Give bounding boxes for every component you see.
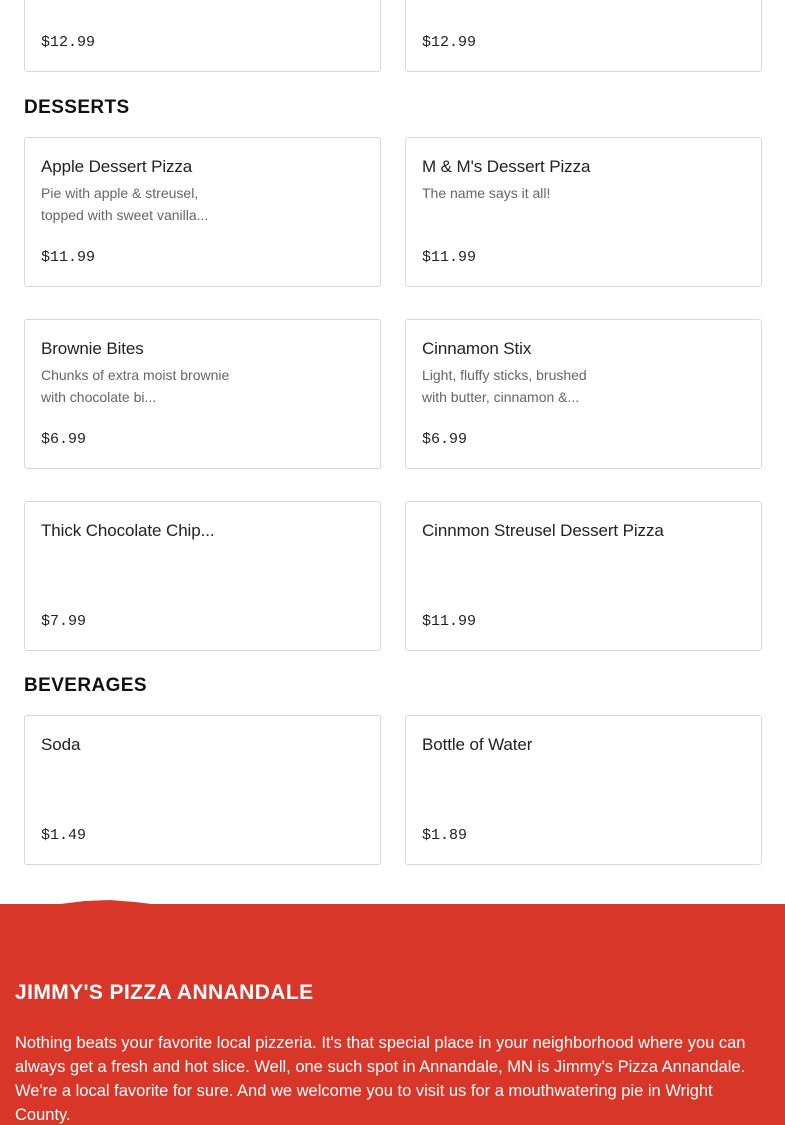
menu-item-name: Brownie Bites [41, 339, 144, 358]
menu-item-name: Apple Dessert Pizza [41, 157, 193, 176]
menu-item-card[interactable] [24, 715, 381, 865]
menu-item-price: $1.49 [41, 827, 87, 844]
menu-item-card[interactable] [405, 715, 762, 865]
menu-item-card[interactable] [24, 501, 381, 651]
menu-item-price: $12.99 [41, 34, 96, 51]
menu-item-price: $7.99 [41, 613, 87, 630]
menu-item-card[interactable] [405, 137, 762, 287]
menu-item-description: Chunks of extra moist brownie with chocolate bi... [41, 367, 230, 405]
menu-item-name: Bottle of Water [422, 735, 533, 754]
menu-item-card[interactable] [24, 0, 381, 72]
menu-item-name: Cinnmon Streusel Dessert Pizza [422, 521, 664, 540]
menu-item-description: Light, fluffy sticks, brushed with butter, cinnamon &... [422, 367, 587, 405]
menu-item-card[interactable] [405, 319, 762, 469]
menu-item-card[interactable] [24, 319, 381, 469]
footer-description: Nothing beats your favorite local pizzeria. It's that special place in your neighborhood where you can always get a fresh and hot slice. Well, one such spot in Annandale, MN is Jimmy's Pizza Annandale. We're a local favorite for sure. And we welcome you to visit us for a mouthwatering pie in Wright County. [15, 1034, 746, 1124]
menu-item-price: $12.99 [422, 34, 477, 51]
menu-item-card[interactable] [405, 0, 762, 72]
menu-item-price: $11.99 [41, 249, 96, 266]
menu-item-price: $11.99 [422, 613, 477, 630]
footer-title: JIMMY'S PIZZA ANNANDALE [15, 981, 314, 1004]
menu-item-description: The name says it all! [422, 185, 551, 201]
menu-item-name: Soda [41, 735, 81, 754]
menu-item-description [41, 0, 231, 1]
section-title-desserts: DESSERTS [24, 97, 130, 118]
menu-item-card[interactable] [405, 501, 762, 651]
menu-item-price: $6.99 [422, 431, 468, 448]
menu-item-price: $6.99 [41, 431, 87, 448]
menu-item-price: $1.89 [422, 827, 468, 844]
menu-item-name: M & M's Dessert Pizza [422, 157, 591, 176]
menu-item-price: $11.99 [422, 249, 477, 266]
menu-item-name: Cinnamon Stix [422, 339, 532, 358]
menu-item-description: Pie with apple & streusel, topped with sweet vanilla... [41, 185, 209, 223]
menu-item-card[interactable] [24, 137, 381, 287]
footer [0, 904, 785, 1125]
section-title-beverages: BEVERAGES [24, 675, 147, 696]
menu-item-name: Thick Chocolate Chip... [41, 521, 215, 540]
